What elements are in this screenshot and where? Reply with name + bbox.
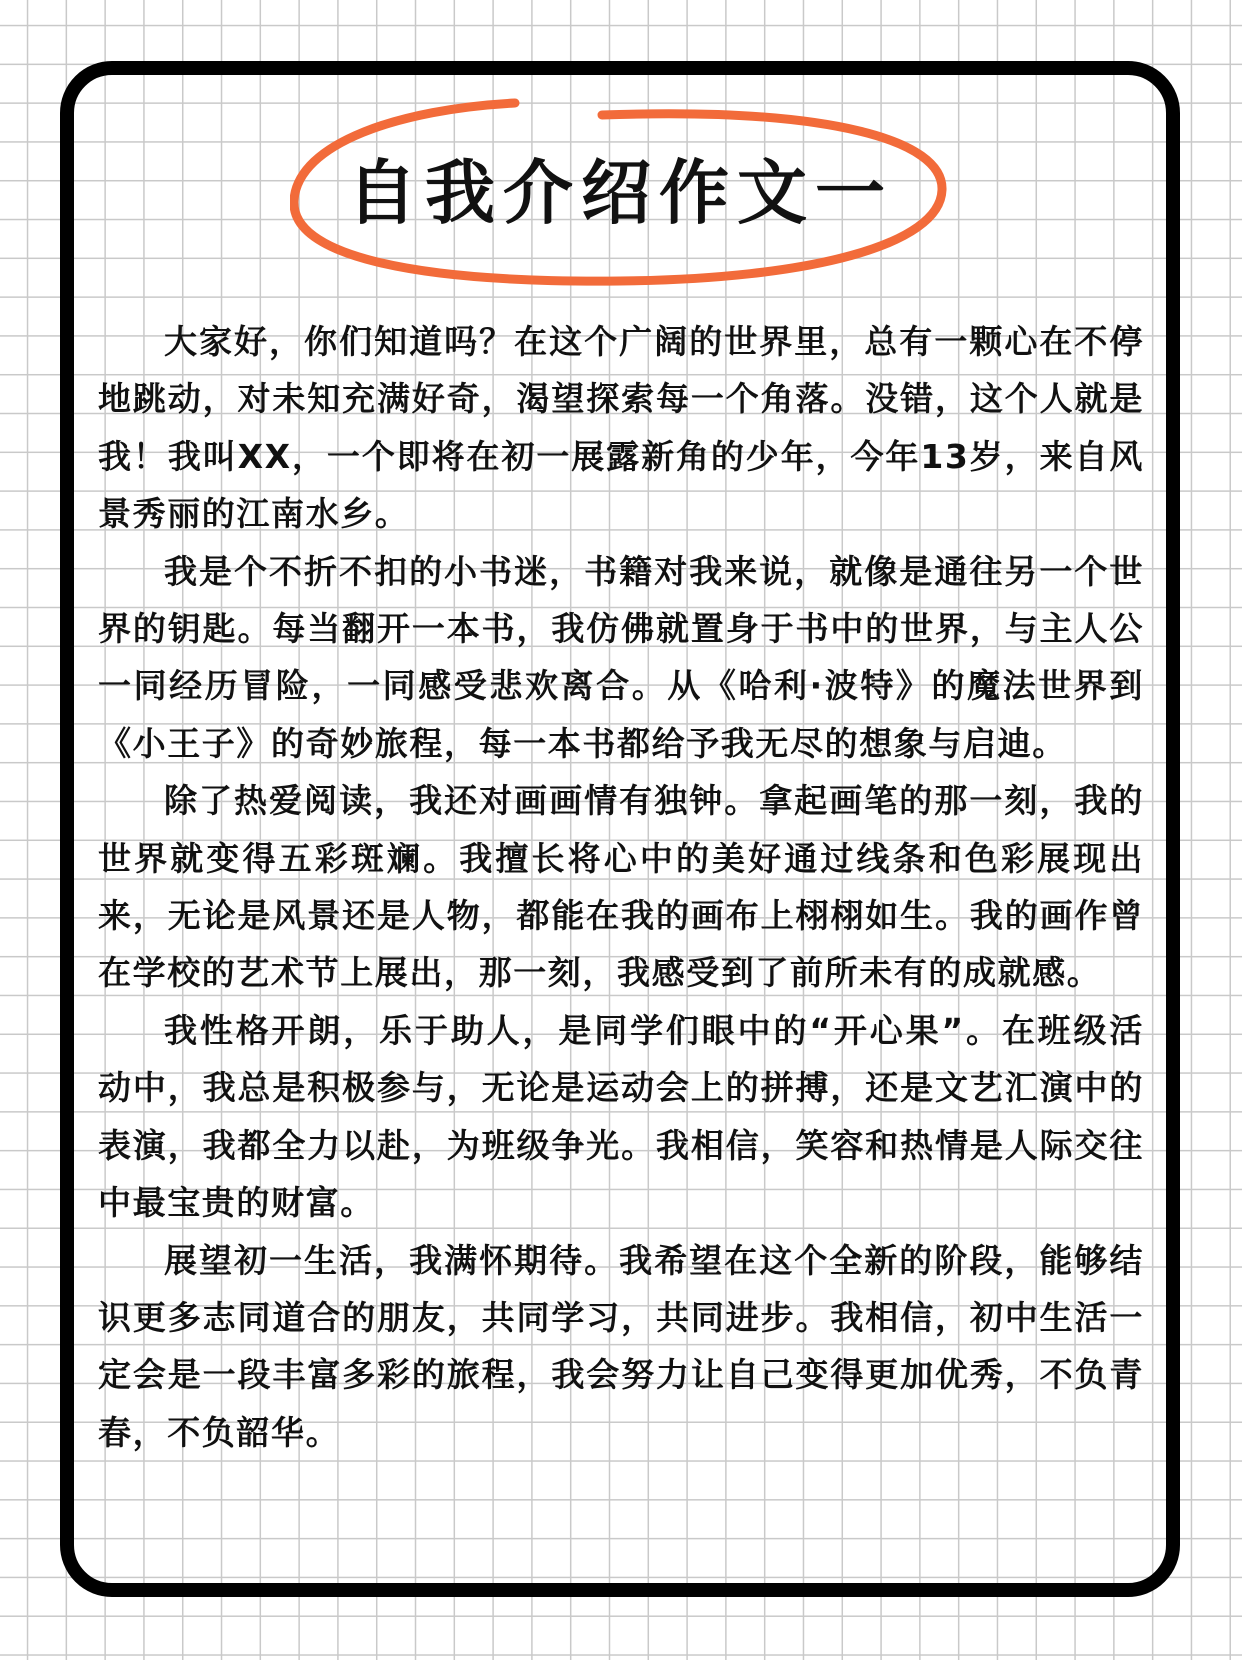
paragraph: 除了热爱阅读，我还对画画情有独钟。拿起画笔的那一刻，我的世界就变得五彩斑斓。我擅长将心中的美好通过线条和色彩展现出来，无论是风景还是人物，都能在我的画布上栩栩如生。我的画作曾在学校的艺术节上展出，那一刻，我感受到了前所未有的成就感。: [98, 781, 1144, 993]
essay-body: [98, 313, 1144, 1461]
paragraph: 展望初一生活，我满怀期待。我希望在这个全新的阶段，能够结识更多志同道合的朋友，共同学习，共同进步。我相信，初中生活一定会是一段丰富多彩的旅程，我会努力让自己变得更加优秀，不负青春，不负韶华。: [98, 1240, 1144, 1452]
paragraph: 大家好，你们知道吗？在这个广阔的世界里，总有一颗心在不停地跳动，对未知充满好奇，渴望探索每一个角落。没错，这个人就是我！我叫XX，一个即将在初一展露新角的少年，今年13岁，来自风景秀丽的江南水乡。: [98, 322, 1144, 534]
paragraph: 我性格开朗，乐于助人，是同学们眼中的“开心果”。在班级活动中，我总是积极参与，无论是运动会上的拼搏，还是文艺汇演中的表演，我都全力以赴，为班级争光。我相信，笑容和热情是人际交往中最宝贵的财富。: [98, 1010, 1144, 1223]
title-block: [290, 95, 950, 295]
paragraph: 我是个不折不扣的小书迷，书籍对我来说，就像是通往另一个世界的钥匙。每当翻开一本书，我仿佛就置身于书中的世界，与主人公一同经历冒险，一同感受悲欢离合。从《哈利·波特》的魔法世界到《小王子》的奇妙旅程，每一本书都给予我无尽的想象与启迪。: [98, 551, 1144, 763]
page-title: 自我介绍作文一: [347, 152, 893, 234]
